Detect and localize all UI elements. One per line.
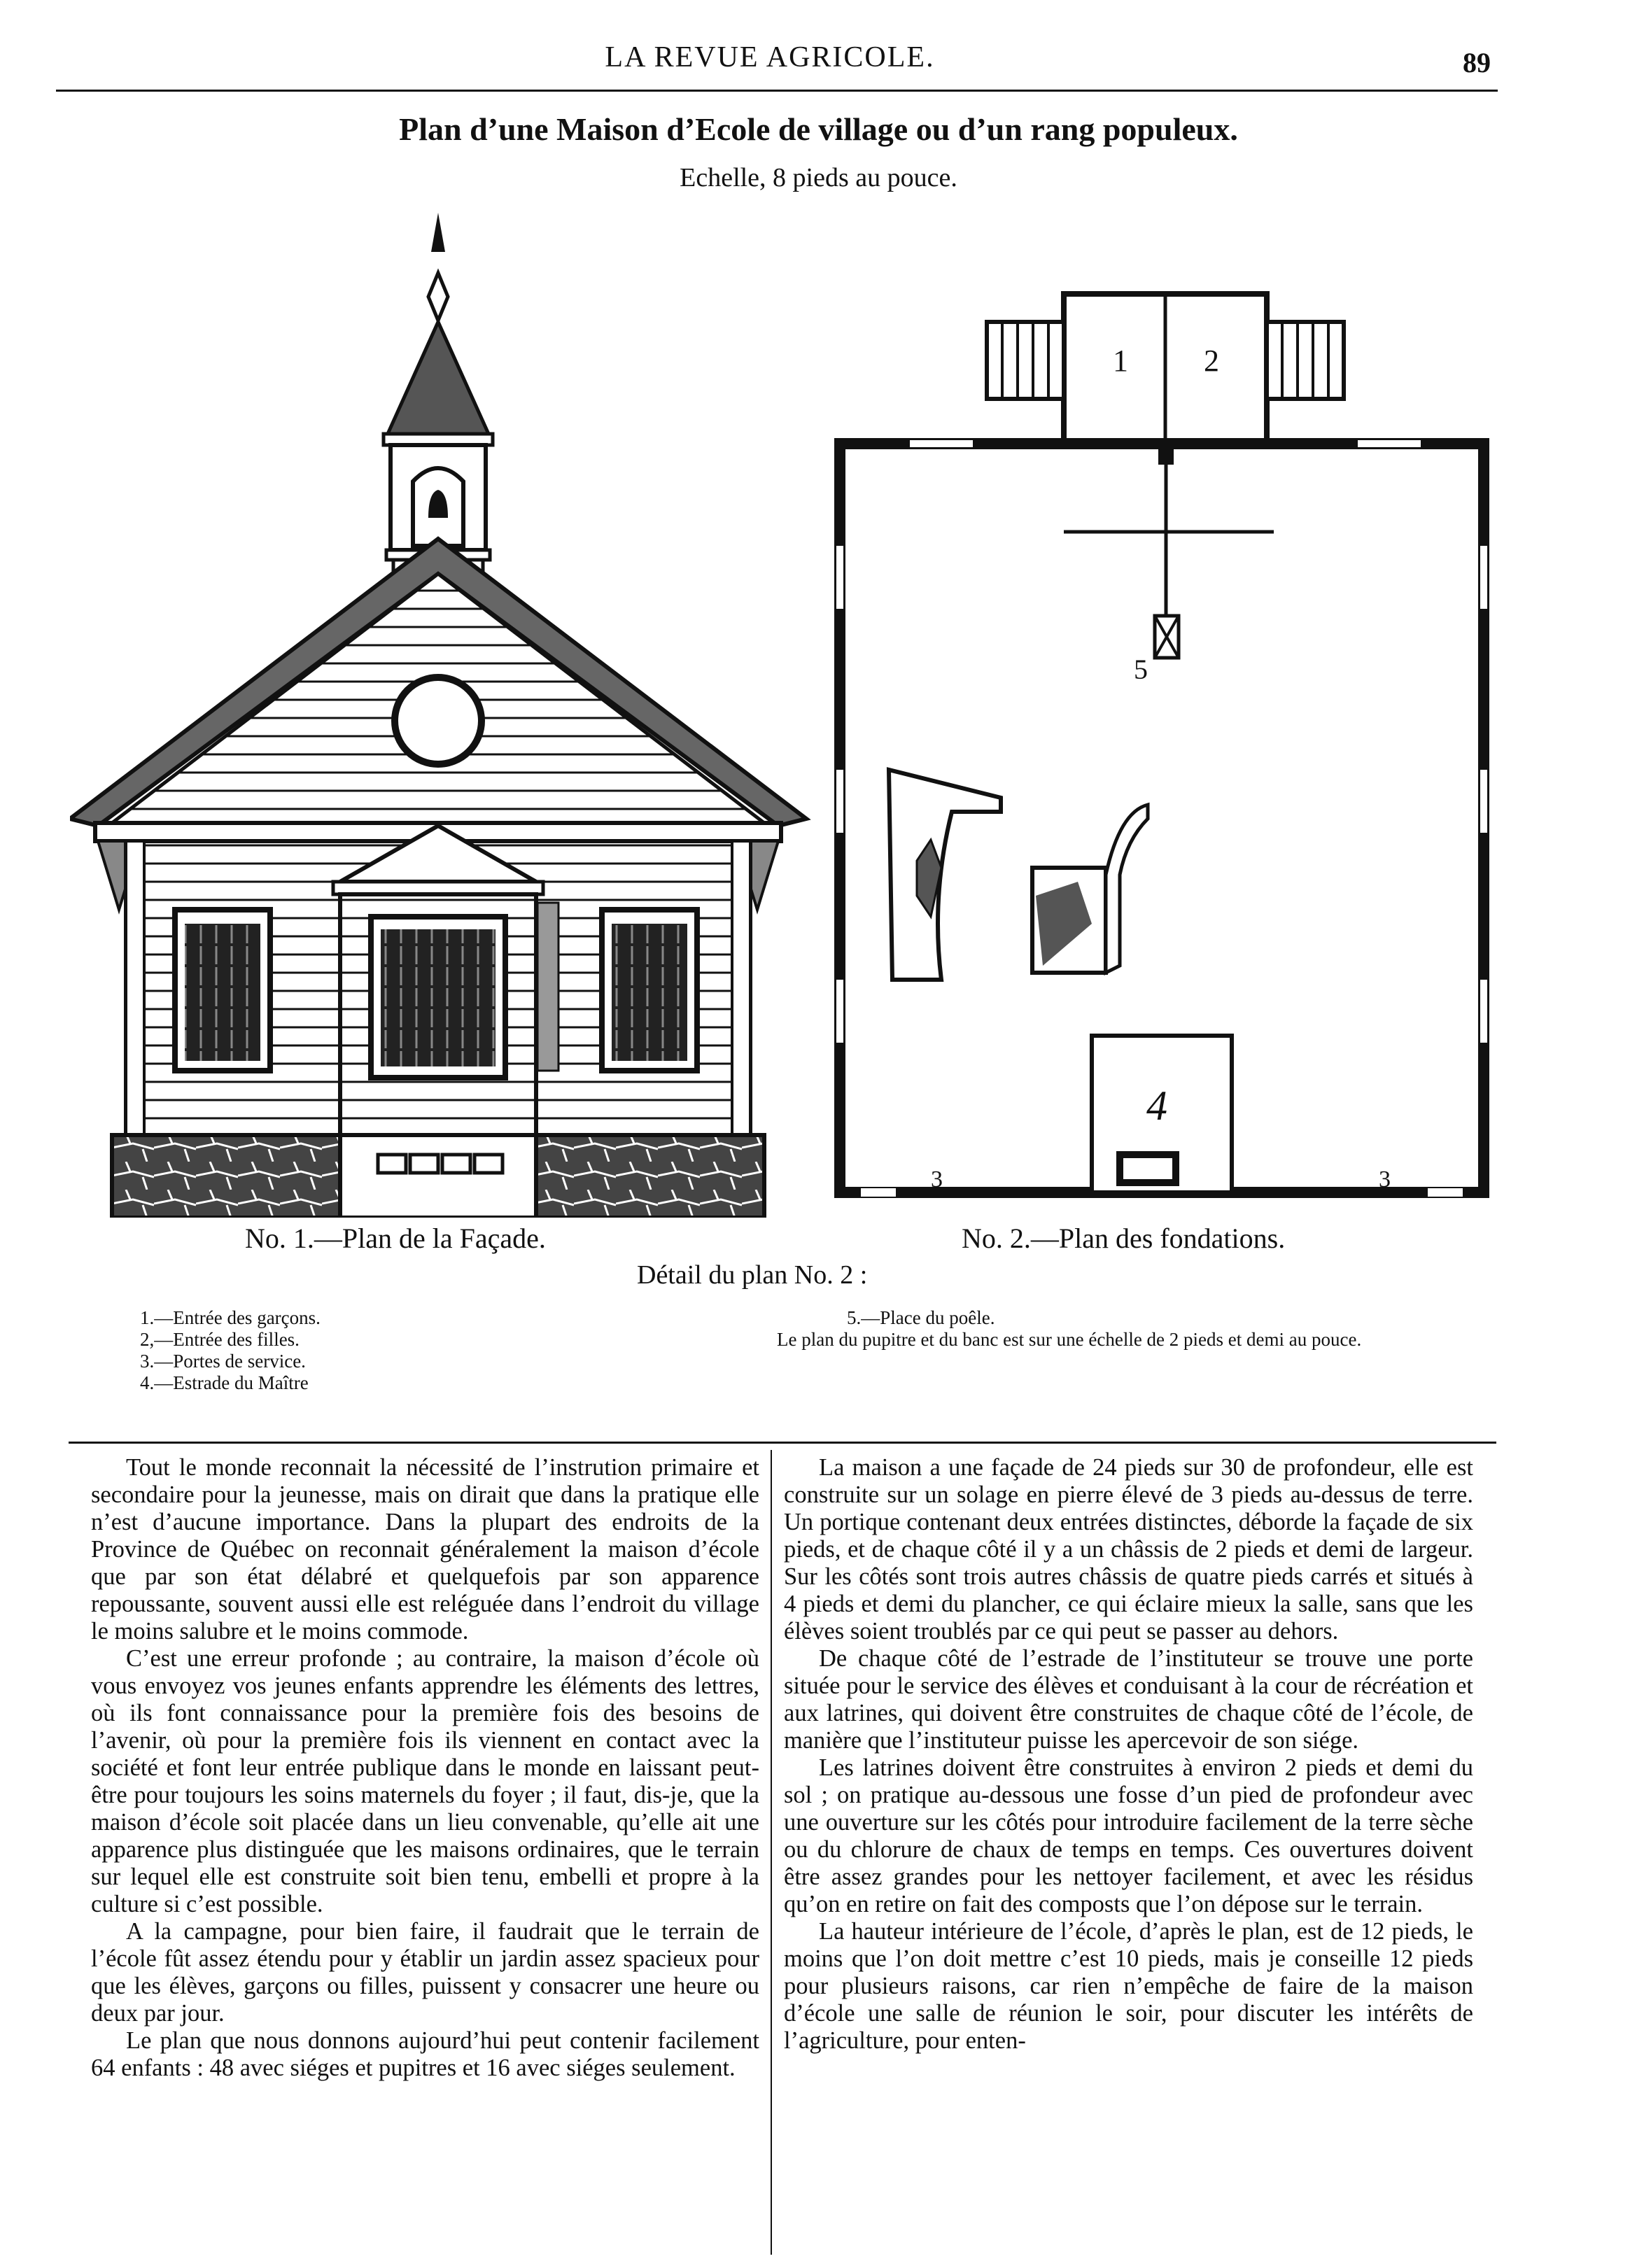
label-3-left: 3 xyxy=(931,1167,943,1192)
label-2: 2 xyxy=(1204,344,1219,378)
legend-item: 1.—Entrée des garçons. xyxy=(140,1307,321,1328)
label-5: 5 xyxy=(1134,654,1148,685)
label-1: 1 xyxy=(1113,344,1128,378)
foundation-plan-drawing xyxy=(826,280,1512,1211)
spire-diamond xyxy=(428,273,448,321)
legend-right xyxy=(777,1307,1498,1351)
right-column xyxy=(784,1454,1473,2055)
left-steps xyxy=(987,322,1064,399)
legend-heading: Détail du plan No. 2 : xyxy=(637,1260,868,1290)
porch-foundation xyxy=(340,1135,536,1218)
legend-item: 2,—Entrée des filles. xyxy=(140,1329,300,1350)
foundation-caption: No. 2.—Plan des fondations. xyxy=(962,1223,1286,1254)
page-number: 89 xyxy=(1463,47,1491,78)
paragraph: De chaque côté de l’estrade de l’instituteur se trouve une porte située pour le service des élèves et conduisant à la cour de récréation et aux latrines, qui doivent être construites de chaque côté de l’école, de manière que l’instituteur puisse les apercevoir de son siége. xyxy=(784,1645,1473,1754)
paragraph: Le plan que nous donnons aujourd’hui peut contenir facilement 64 enfants : 48 avec siéges et pupitres et 16 avec siéges seulement. xyxy=(91,2027,759,2081)
legend-left xyxy=(140,1307,504,1394)
legend-item: Le plan du pupitre et du banc est sur une échelle de 2 pieds et demi au pouce. xyxy=(777,1329,1362,1350)
column-rule xyxy=(771,1450,772,2255)
paragraph: La hauteur intérieure de l’école, d’après le plan, est de 12 pieds, le moins que l’on doit mettre c’est 10 pieds, mais je conseille 12 pieds pour plusieurs raisons, car rien n’empêche de faire de la maison d’école une salle de réunion le soir, pour discuter les intérêts de l’agriculture, pour enten- xyxy=(784,1918,1473,2054)
left-column xyxy=(91,1454,759,2082)
paragraph: A la campagne, pour bien faire, il faudrait que le terrain de l’école fût assez étendu pour y établir un jardin assez spacieux pour que les élèves, garçons ou filles, puissent y consacrer une heure ou deux par jour. xyxy=(91,1918,759,2027)
journal-title: LA REVUE AGRICOLE. xyxy=(605,41,935,73)
legend-item: 3.—Portes de service. xyxy=(140,1351,306,1372)
right-steps xyxy=(1267,322,1344,399)
spire-finial xyxy=(431,213,445,252)
label-4: 4 xyxy=(1146,1083,1167,1129)
legend-item: 5.—Place du poêle. xyxy=(847,1307,995,1328)
facade-drawing xyxy=(70,210,826,1218)
header-rule xyxy=(56,90,1498,92)
label-3-right: 3 xyxy=(1379,1167,1391,1192)
oculus-window xyxy=(395,677,482,764)
legend-item: 4.—Estrade du Maître xyxy=(140,1372,309,1393)
plan-title: Plan d’une Maison d’Ecole de village ou d’un rang populeux. xyxy=(399,111,1238,147)
paragraph: C’est une erreur profonde ; au contraire, la maison d’école où vous envoyez vos jeunes enfants apprendre les éléments des lettres, où ils font connaissance pour la première fois des besoins de l’avenir, où pour la première fois ils viennent en contact avec la société et font leur entrée publique dans le monde en laissant peut-être pour toujours les soins maternels du foyer ; il faut, dis-je, que la maison d’école soit placée dans un lieu convenable, qu’elle ait une apparence plus distinguée que les maisons ordinaires, que le terrain sur lequel elle est construite soit bien tenu, embelli et propre à la culture si c’est possible. xyxy=(91,1645,759,1917)
section-rule xyxy=(69,1442,1496,1444)
paragraph: Tout le monde reconnait la nécessité de l’instrution primaire et secondaire pour la jeunesse, mais on dirait que dans la pratique elle n’est d’aucune importance. Dans la plupart des endroits de la Province de Québec on reconnait généralement la maison d’école que par son état délabré et quelquefois par son apparence repoussante, souvent aussi elle est reléguée dans l’endroit du village le moins salubre et le moins commode. xyxy=(91,1454,759,1644)
paragraph: Les latrines doivent être construites à environ 2 pieds et demi du sol ; on pratique au-dessous une fosse d’un pied de profondeur avec une ouverture sur les côtés pour introduire facilement de la terre sèche ou du chlorure de chaux de temps en temps. Ces ouvertures doivent être assez grandes pour les nettoyer facilement, et avec les résidus qu’on en retire on fait des composts que l’on dépose sur le terrain. xyxy=(784,1754,1473,1917)
paragraph: La maison a une façade de 24 pieds sur 30 de profondeur, elle est construite sur un solage en pierre élevé de 3 pieds au-dessus de terre. Un portique contenant deux entrées distinctes, déborde la façade de six pieds, et de chaque côté il y a un châssis de 2 pieds et demi de largeur. Sur les côtés sont trois autres châssis de quatre pieds carrés et situés à 4 pieds et demi du plancher, ce qui éclaire mieux la salle, sans que les élèves soient troublés par ce qui peut se passer au dehors. xyxy=(784,1454,1473,1644)
plan-scale: Echelle, 8 pieds au pouce. xyxy=(680,163,957,192)
tower-roof xyxy=(388,322,489,434)
facade-caption: No. 1.—Plan de la Façade. xyxy=(245,1223,546,1254)
